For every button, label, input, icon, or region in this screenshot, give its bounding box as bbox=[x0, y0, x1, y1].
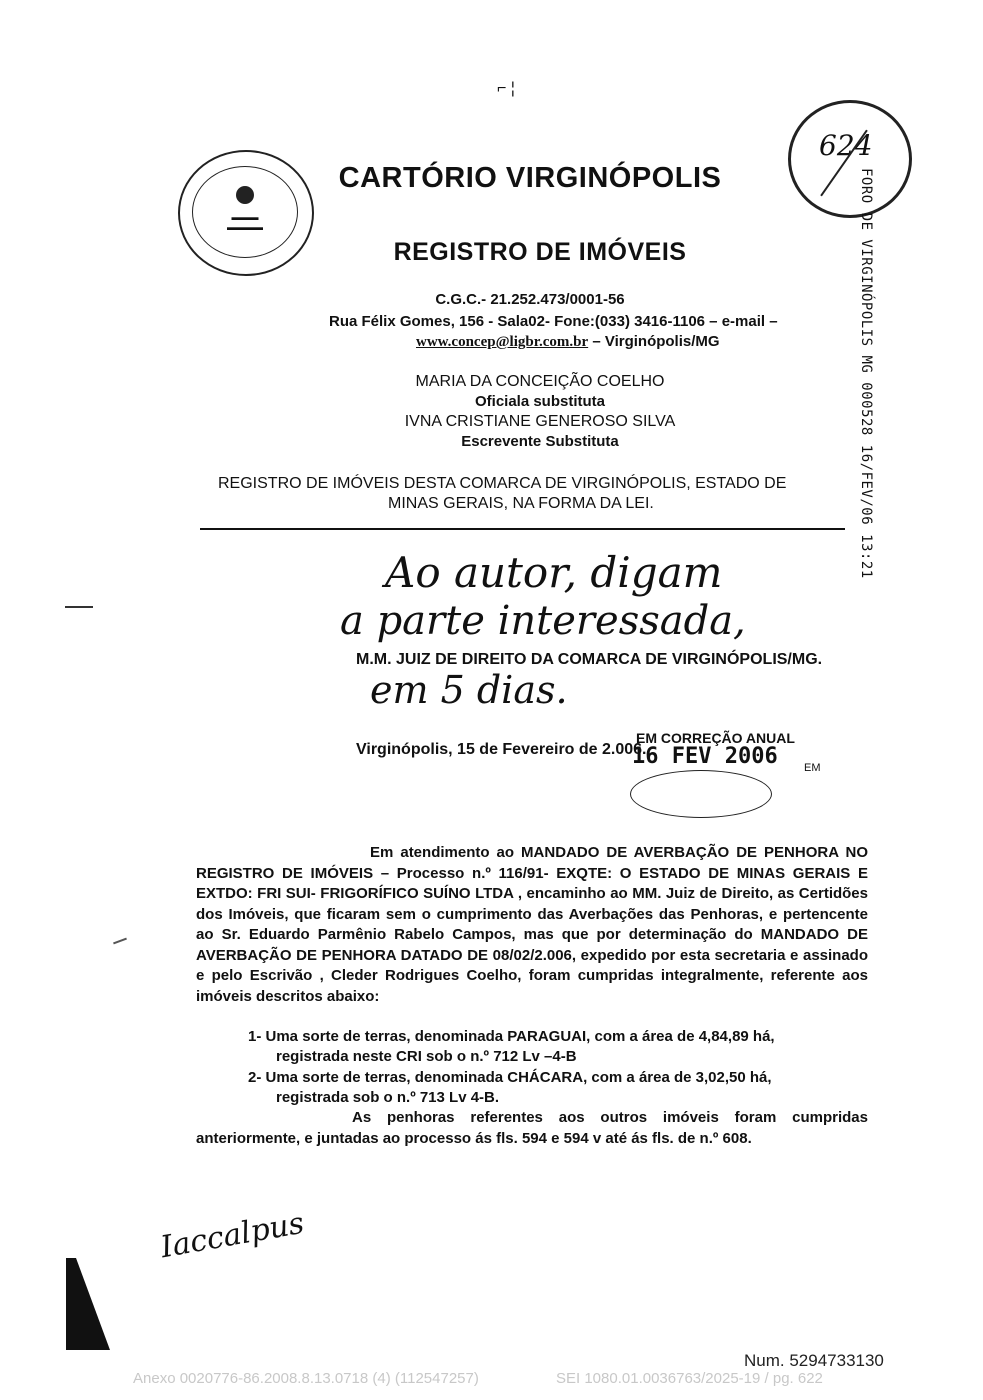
page-subtitle: REGISTRO DE IMÓVEIS bbox=[393, 238, 687, 266]
city-label: – Virginópolis/MG bbox=[592, 333, 720, 350]
list-item-cont: registrada neste CRI sob o n.º 712 Lv –4-B bbox=[276, 1048, 577, 1065]
document-number: Num. 5294733130 bbox=[744, 1351, 884, 1370]
top-mark: ⌐ ¦ bbox=[497, 80, 515, 97]
list-item-cont: registrada sob o n.º 713 Lv 4-B. bbox=[276, 1089, 500, 1106]
side-stamp: FORO DE VIRGINÓPOLIS MG 000528 16/FEV/06 13:21 bbox=[858, 168, 874, 579]
divider bbox=[200, 528, 845, 530]
correction-em: EM bbox=[804, 762, 821, 774]
cgc-line: C.G.C.- 21.252.473/0001-56 bbox=[435, 291, 625, 308]
stamp-number: 624 bbox=[819, 129, 873, 162]
signature: Iaccalpus bbox=[158, 1205, 307, 1266]
officer-name-1: MARIA DA CONCEIÇÃO COELHO bbox=[415, 373, 665, 390]
registry-statement-1: REGISTRO DE IMÓVEIS DESTA COMARCA DE VIRGINÓPOLIS, ESTADO DE bbox=[218, 475, 787, 492]
closing-paragraph: As penhoras referentes aos outros imóveis foram cumpridas anteriormente, e juntadas ao processo ás fls. 594 e 594 v até ás fls. de n.º 608. bbox=[196, 1109, 868, 1147]
body-paragraph: Em atendimento ao MANDADO DE AVERBAÇÃO DE PENHORA NO REGISTRO DE IMÓVEIS – Processo n.º 116/91- EXQTE: O ESTADO DE MINAS GERAIS E EXTDO: FRI SUI- FRIGORÍFICO SUÍNO LTDA , encaminho ao MM. Juiz de Direito, as Certidões dos Imóveis, que ficaram sem o cumprimento das Averbações das Penhoras, e pertencente ao Sr. Eduardo Parmênio Rabelo Campos, mas que por determinação do MANDADO DE AVERBAÇÃO DE PENHORA DATADO DE 08/02/2.006, expedido por esta secretaria e assinado e pelo Escrivão , Cleder Rodrigues Coelho, foram cumpridas integralmente, referente aos imóveis descritos abaixo: bbox=[196, 844, 868, 1005]
date-line: Virginópolis, 15 de Fevereiro de 2.006. bbox=[356, 741, 647, 758]
handwritten-line-1: Ao autor, digam bbox=[385, 548, 723, 597]
address-line: Rua Félix Gomes, 156 - Sala02- Fone:(033) 3416-1106 – e-mail – bbox=[329, 313, 778, 330]
officer-role-1: Oficiala substituta bbox=[474, 393, 606, 410]
correction-label: EM CORREÇÃO ANUAL bbox=[636, 730, 795, 746]
seal-emblem-icon bbox=[236, 186, 254, 204]
notary-seal: ▬▬▬ ▬▬▬▬ bbox=[178, 150, 314, 276]
correction-stamp bbox=[622, 722, 822, 822]
margin-mark bbox=[65, 606, 93, 608]
handwritten-line-2: a parte interessada, bbox=[340, 598, 746, 644]
website-line bbox=[416, 332, 776, 352]
addressee: M.M. JUIZ DE DIREITO DA COMARCA DE VIRGINÓPOLIS/MG. bbox=[356, 651, 823, 668]
registry-statement-2: MINAS GERAIS, NA FORMA DA LEI. bbox=[388, 495, 654, 512]
annex-footer: Anexo 0020776-86.2008.8.13.0718 (4) (112547257) bbox=[133, 1370, 479, 1387]
triangle-mark bbox=[66, 1258, 112, 1350]
correction-date: 16 FEV 2006 bbox=[632, 744, 778, 769]
correction-signature-loop bbox=[630, 770, 772, 818]
court-stamp bbox=[788, 100, 912, 218]
list-item: 2- Uma sorte de terras, denominada CHÁCARA, com a área de 3,02,50 há, bbox=[248, 1069, 772, 1086]
page-title: CARTÓRIO VIRGINÓPOLIS bbox=[338, 162, 722, 194]
officer-name-2: IVNA CRISTIANE GENEROSO SILVA bbox=[404, 413, 676, 430]
sei-footer: SEI 1080.01.0036763/2025-19 / pg. 622 bbox=[556, 1370, 823, 1387]
margin-mark bbox=[113, 938, 127, 945]
list-item: 1- Uma sorte de terras, denominada PARAGUAI, com a área de 4,84,89 há, bbox=[248, 1028, 775, 1045]
handwritten-line-3: em 5 dias. bbox=[370, 668, 568, 712]
website-link[interactable]: www.concep@ligbr.com.br bbox=[416, 334, 589, 350]
officer-role-2: Escrevente Substituta bbox=[461, 433, 619, 450]
